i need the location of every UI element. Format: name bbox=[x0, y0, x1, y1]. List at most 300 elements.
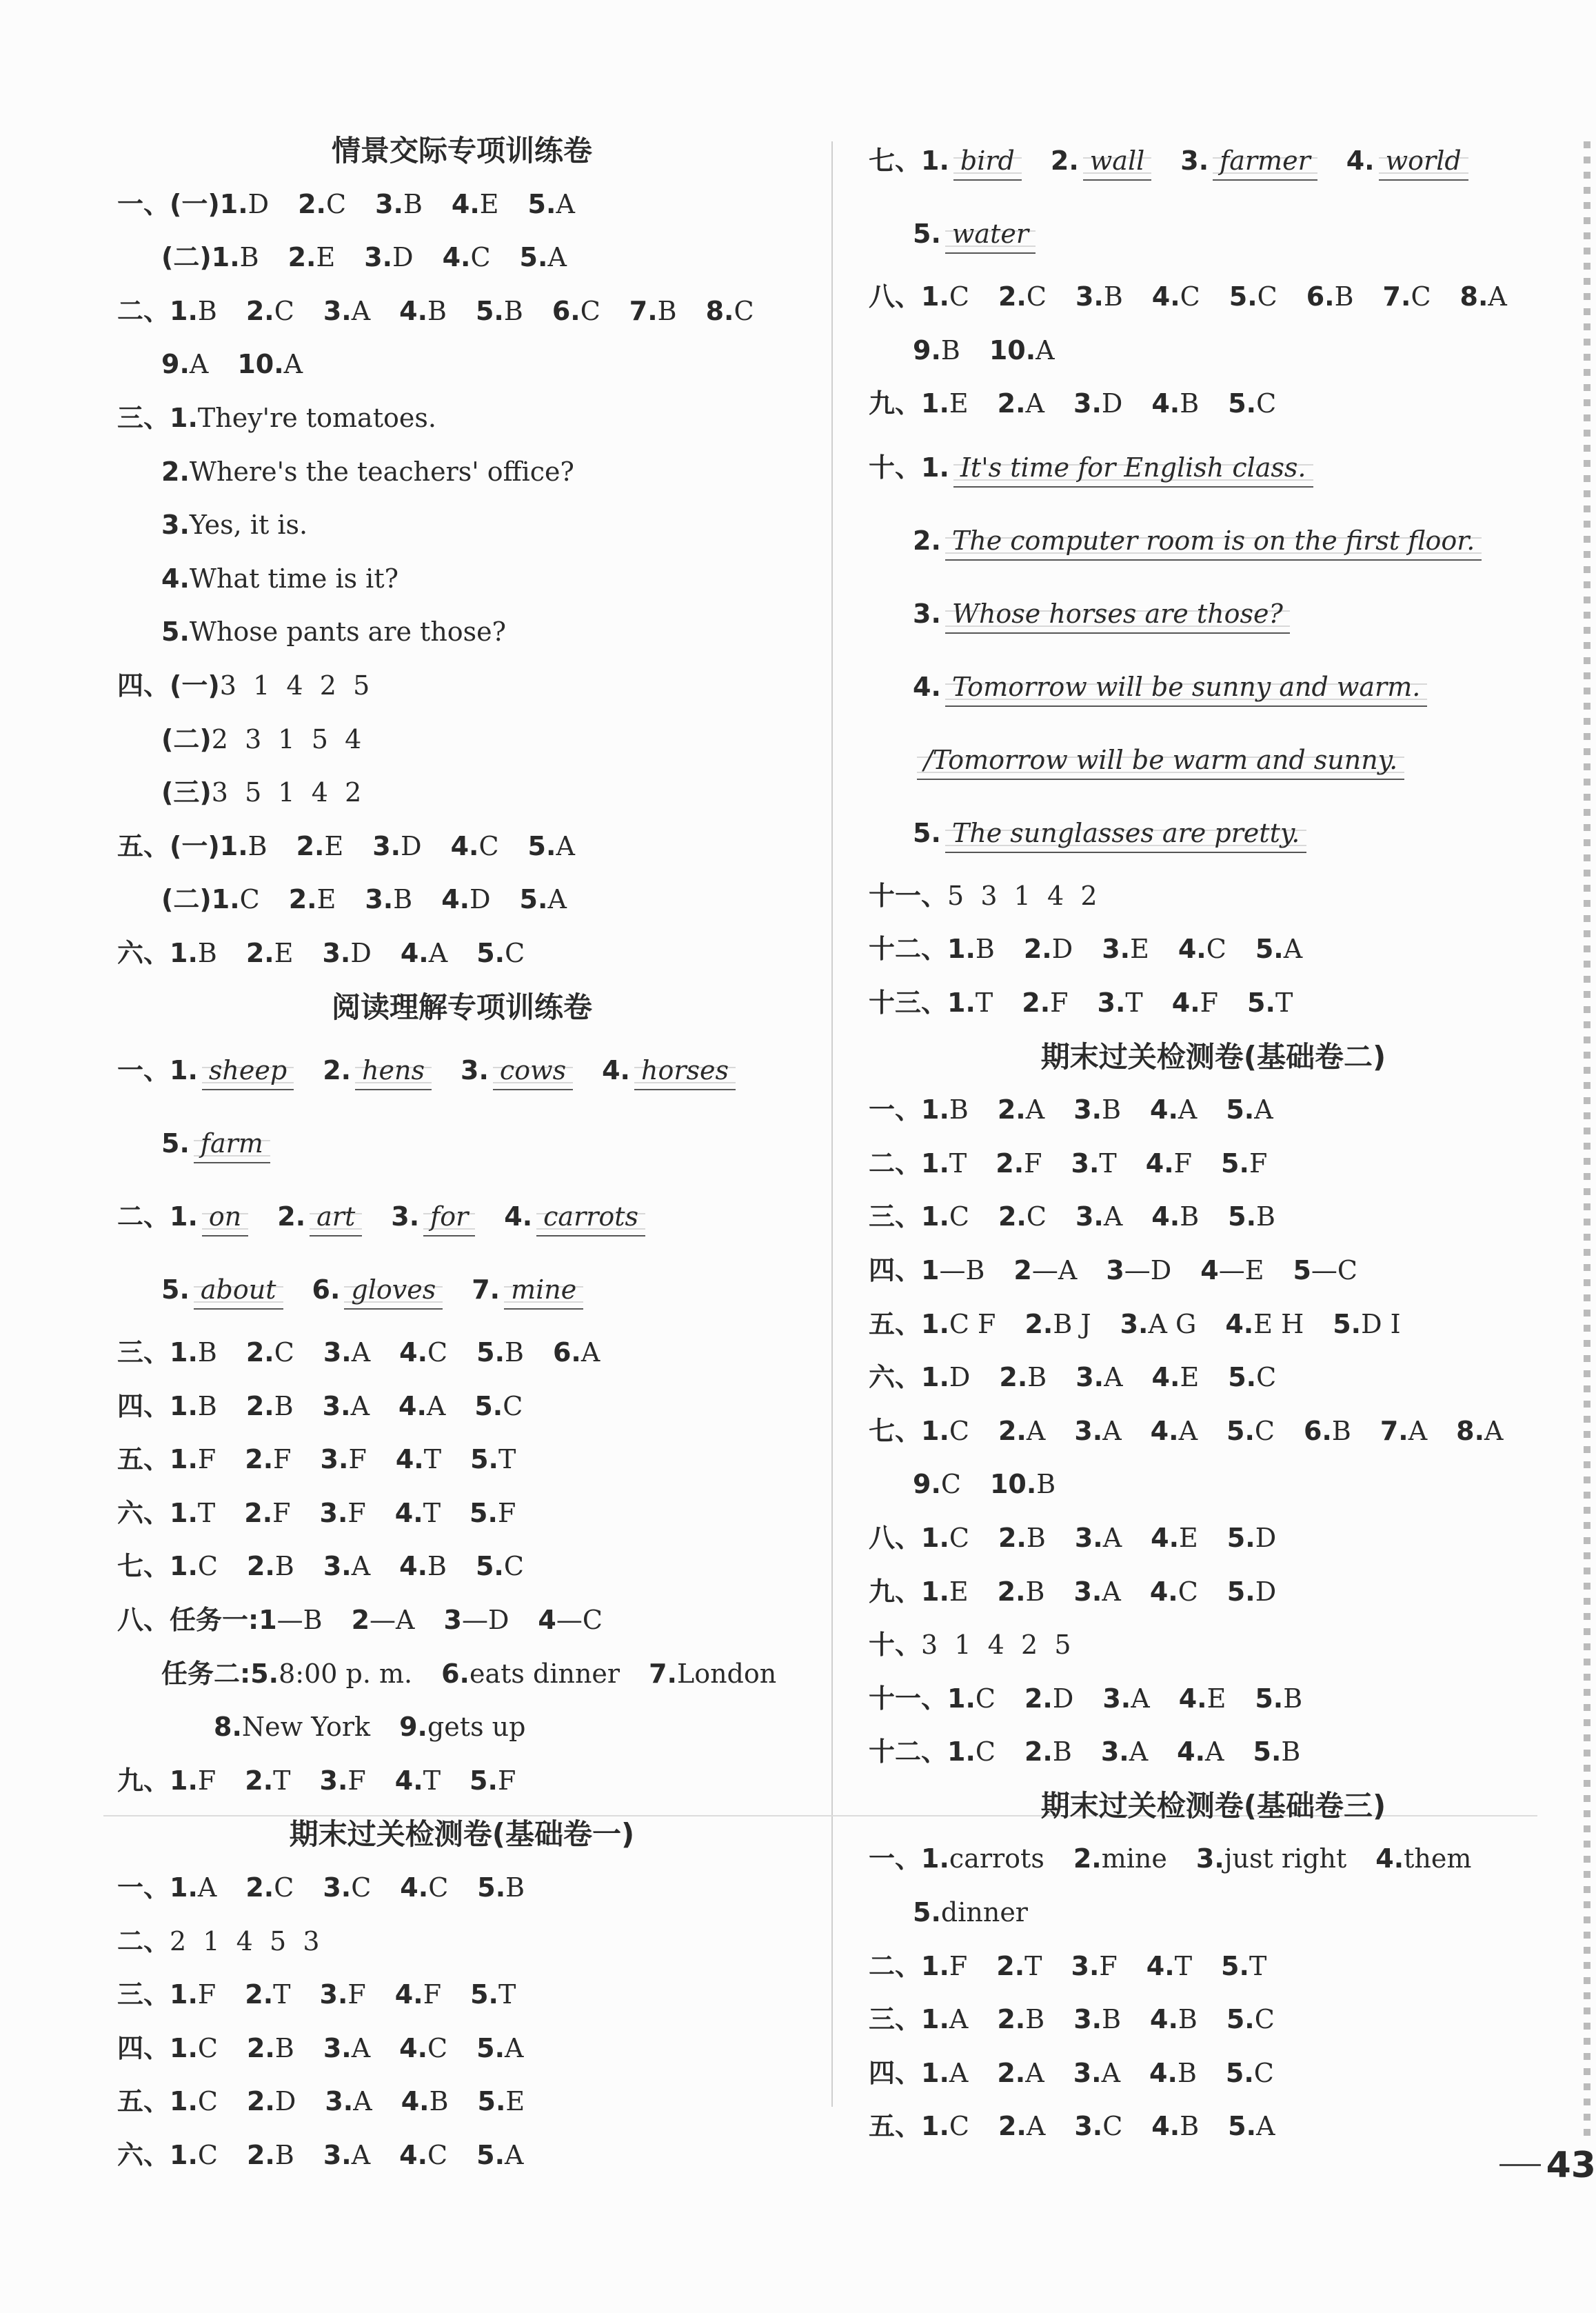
item-number: 5. bbox=[477, 1872, 506, 1903]
answer-value: —C bbox=[1311, 1254, 1357, 1285]
answer-row bbox=[869, 1993, 1558, 2047]
handwritten-answer: mine bbox=[504, 1272, 583, 1310]
question-label: 八、 bbox=[869, 281, 922, 312]
answer-row bbox=[117, 1861, 807, 1915]
item-number: 3. bbox=[913, 598, 941, 629]
answer-item bbox=[161, 499, 307, 552]
handwritten-answer: water bbox=[945, 217, 1036, 254]
handwritten-answer: for bbox=[423, 1199, 475, 1236]
answer-item bbox=[170, 1380, 217, 1434]
answer-value: B bbox=[1027, 1362, 1047, 1393]
handwritten-answer: It's time for English class. bbox=[953, 450, 1313, 488]
question-label: 一、 bbox=[869, 1843, 922, 1874]
question-label: 八、 bbox=[869, 1522, 922, 1553]
item-number: 2. bbox=[277, 1201, 306, 1232]
answer-row bbox=[117, 1968, 807, 2022]
item-number: 5. bbox=[161, 617, 190, 648]
answer-item bbox=[161, 552, 398, 606]
answer-item bbox=[401, 2075, 449, 2129]
item-number: 1. bbox=[170, 1337, 198, 1368]
answer-row bbox=[869, 723, 1558, 797]
question-label: 九、 bbox=[869, 1576, 922, 1607]
answer-value: just right bbox=[1224, 1843, 1347, 1874]
answer-item bbox=[399, 1326, 447, 1380]
answer-item bbox=[1073, 1993, 1121, 2047]
answer-item bbox=[1200, 1244, 1264, 1298]
answer-value: B bbox=[403, 188, 423, 219]
item-number: 5. bbox=[161, 1274, 190, 1305]
answer-item bbox=[1150, 1565, 1198, 1619]
handwritten-answer: gloves bbox=[344, 1272, 443, 1310]
answer-item bbox=[474, 1380, 523, 1434]
answer-value: A bbox=[1103, 1201, 1123, 1232]
answer-item bbox=[947, 1672, 996, 1726]
answer-value: T bbox=[423, 1765, 441, 1796]
answer-item bbox=[364, 231, 413, 285]
answer-value: T bbox=[975, 987, 993, 1018]
answer-value: C bbox=[197, 2086, 218, 2117]
answer-item bbox=[277, 1180, 362, 1253]
answer-item bbox=[1228, 1190, 1275, 1244]
item-number: 2. bbox=[998, 1201, 1027, 1232]
item-number: 2. bbox=[246, 2140, 275, 2170]
answer-value: C bbox=[940, 1469, 961, 1500]
answer-value: B bbox=[1102, 1094, 1122, 1125]
item-number: 9. bbox=[399, 1712, 427, 1743]
question-label: 一、(一) bbox=[117, 188, 220, 219]
answer-value: T bbox=[1125, 987, 1143, 1018]
item-number: 9. bbox=[161, 349, 190, 380]
answer-item bbox=[1024, 1672, 1073, 1726]
handwritten-answer: The computer room is on the first floor. bbox=[945, 523, 1482, 561]
item-number: 1. bbox=[170, 2140, 198, 2170]
answer-value: C bbox=[505, 937, 525, 968]
answer-row bbox=[869, 2100, 1558, 2154]
answer-value: F bbox=[347, 1979, 366, 2010]
answer-row bbox=[869, 1565, 1558, 1619]
item-number: 9. bbox=[913, 1469, 941, 1500]
question-label: 六、 bbox=[117, 937, 170, 968]
item-number: 1. bbox=[170, 1390, 198, 1421]
item-number: 4. bbox=[394, 1497, 423, 1528]
item-number: 2. bbox=[997, 388, 1026, 419]
item-number: 4. bbox=[399, 2032, 428, 2063]
answer-value: C bbox=[427, 2032, 448, 2063]
answer-item bbox=[476, 1326, 524, 1380]
item-number: 2. bbox=[246, 2086, 275, 2117]
answer-item bbox=[170, 1915, 320, 1969]
answer-value: F bbox=[1200, 987, 1219, 1018]
answer-value: F bbox=[497, 1497, 516, 1528]
answer-item bbox=[706, 285, 754, 339]
item-number: 8. bbox=[1459, 281, 1488, 312]
answer-value: D bbox=[949, 1362, 971, 1393]
answer-item bbox=[247, 2022, 294, 2076]
item-number: 1. bbox=[170, 1055, 198, 1086]
answer-value: B bbox=[197, 295, 217, 326]
item-number: 3. bbox=[1120, 1308, 1149, 1339]
answer-value: A bbox=[556, 830, 575, 861]
answer-item bbox=[441, 1648, 620, 1701]
answer-value: E bbox=[1180, 1362, 1200, 1393]
item-number: 2. bbox=[246, 1551, 275, 1582]
item-number: 3. bbox=[1180, 146, 1209, 176]
item-number: 2. bbox=[245, 937, 274, 968]
answer-row bbox=[117, 927, 807, 981]
answer-item bbox=[245, 1754, 290, 1808]
answer-value: —C bbox=[556, 1605, 603, 1636]
item-number: 1. bbox=[947, 1736, 976, 1768]
answer-row bbox=[869, 324, 1558, 378]
answer-value: A bbox=[353, 2086, 372, 2117]
item-number: 4. bbox=[1151, 1362, 1180, 1393]
answer-row bbox=[117, 499, 807, 552]
item-number: 5. bbox=[469, 1765, 498, 1796]
answer-item bbox=[476, 1540, 524, 1594]
answer-value: C F bbox=[949, 1308, 996, 1339]
handwritten-answer: cows bbox=[493, 1053, 573, 1090]
answer-item bbox=[1227, 1565, 1276, 1619]
question-label: (二) bbox=[161, 723, 212, 754]
answer-value: E bbox=[1179, 1522, 1198, 1553]
answer-row bbox=[117, 1107, 807, 1180]
answer-value: C bbox=[1102, 2111, 1123, 2142]
item-number: 2. bbox=[1073, 1843, 1102, 1874]
answer-row bbox=[117, 1540, 807, 1594]
item-number: 1. bbox=[170, 2086, 198, 2117]
answer-item bbox=[401, 927, 447, 981]
answer-value: T bbox=[949, 1148, 967, 1179]
item-number: 5. bbox=[519, 884, 548, 915]
answer-item bbox=[1150, 1083, 1197, 1137]
answer-item bbox=[1150, 1993, 1198, 2047]
item-number: 1. bbox=[921, 1576, 949, 1607]
answer-item bbox=[913, 577, 1290, 650]
answer-row bbox=[117, 1754, 807, 1808]
answer-value: E bbox=[274, 937, 294, 968]
question-label: 二、 bbox=[869, 1148, 922, 1179]
answer-item bbox=[528, 820, 575, 874]
answer-item bbox=[391, 1180, 475, 1253]
item-number: 1. bbox=[947, 1683, 976, 1714]
answer-value: B J bbox=[1053, 1308, 1091, 1339]
item-number: 2. bbox=[1024, 1736, 1053, 1768]
answer-value: C bbox=[949, 1522, 969, 1553]
answer-value: 8:00 p. m. bbox=[279, 1658, 413, 1689]
answer-value: —E bbox=[1218, 1254, 1264, 1285]
answer-item bbox=[913, 504, 1482, 577]
section-title: 期末过关检测卷(基础卷一) bbox=[289, 1817, 635, 1852]
answer-item bbox=[520, 873, 567, 927]
answer-value: A bbox=[949, 2004, 969, 2035]
item-number: 3. bbox=[1071, 1950, 1100, 1981]
answer-row bbox=[869, 1940, 1558, 1994]
answer-value: B bbox=[1026, 1522, 1046, 1553]
item-number: 4. bbox=[399, 295, 428, 326]
answer-item bbox=[170, 2129, 218, 2183]
question-label: 一、 bbox=[869, 1094, 922, 1125]
answer-item bbox=[237, 338, 303, 392]
question-label: (三) bbox=[161, 777, 212, 808]
answer-value: B bbox=[1180, 2111, 1200, 2142]
page-edge-perforation bbox=[1584, 141, 1590, 2141]
handwritten-answer: Tomorrow will be sunny and warm. bbox=[945, 670, 1427, 707]
question-label: 二、 bbox=[869, 1950, 922, 1981]
item-number: 3. bbox=[1074, 1415, 1103, 1446]
answer-item bbox=[1075, 1190, 1122, 1244]
item-number: 2. bbox=[1023, 934, 1052, 965]
answer-row bbox=[117, 1433, 807, 1487]
answer-item bbox=[321, 1433, 367, 1487]
answer-value: A bbox=[1254, 1094, 1273, 1125]
answer-value: C bbox=[197, 2032, 218, 2063]
item-number: 6. bbox=[1306, 281, 1335, 312]
answer-item bbox=[170, 1487, 215, 1541]
answer-item bbox=[998, 1405, 1045, 1459]
answer-item bbox=[998, 2100, 1045, 2154]
item-number: 2. bbox=[999, 1362, 1028, 1393]
answer-value: B bbox=[248, 830, 267, 861]
answer-row bbox=[869, 1619, 1558, 1672]
answer-value: C bbox=[470, 242, 491, 273]
answer-item bbox=[921, 1993, 968, 2047]
item-number: 3. bbox=[1073, 388, 1102, 419]
answer-item bbox=[170, 1180, 248, 1253]
answer-value: T bbox=[1099, 1148, 1117, 1179]
answer-item bbox=[399, 2129, 447, 2183]
answer-value: F bbox=[1173, 1148, 1193, 1179]
answer-value: C bbox=[1026, 1201, 1047, 1232]
item-number: 5. bbox=[913, 817, 941, 848]
handwritten-answer: wall bbox=[1083, 143, 1152, 181]
answer-value: B bbox=[505, 1872, 525, 1903]
question-label: 四、 bbox=[869, 2057, 922, 2088]
answer-item bbox=[1333, 1298, 1400, 1352]
answer-value: C bbox=[949, 281, 969, 312]
item-number: 5. bbox=[1247, 987, 1275, 1018]
item-number: 2 bbox=[351, 1605, 370, 1636]
answer-item bbox=[921, 1351, 970, 1405]
item-number: 4. bbox=[1146, 1950, 1175, 1981]
answer-value: A G bbox=[1148, 1308, 1197, 1339]
answer-row bbox=[869, 1351, 1558, 1405]
item-number: 1. bbox=[947, 934, 976, 965]
item-number: 2. bbox=[296, 830, 325, 861]
item-number: 7. bbox=[629, 295, 658, 326]
answer-value: A bbox=[351, 1551, 371, 1582]
item-number: 1. bbox=[211, 884, 240, 915]
answer-item bbox=[1013, 1244, 1077, 1298]
item-number: 3. bbox=[320, 1444, 349, 1475]
answer-item bbox=[1172, 977, 1218, 1030]
answer-item bbox=[259, 1594, 322, 1648]
answer-item bbox=[214, 1701, 370, 1754]
answer-value: C bbox=[351, 1872, 372, 1903]
answer-value: F bbox=[197, 1765, 216, 1796]
answer-value: E bbox=[1206, 1683, 1226, 1714]
answer-row bbox=[117, 392, 807, 445]
answer-value: C bbox=[949, 2111, 969, 2142]
item-number: 5. bbox=[475, 1551, 504, 1582]
answer-item bbox=[1228, 2100, 1275, 2154]
left-column bbox=[117, 124, 807, 2183]
answer-item bbox=[1152, 270, 1200, 324]
answer-value: —B bbox=[276, 1605, 323, 1636]
answer-value: C bbox=[1254, 2004, 1275, 2035]
answer-value: B bbox=[1103, 281, 1123, 312]
item-number: 2. bbox=[996, 1950, 1025, 1981]
answer-item bbox=[298, 178, 346, 232]
answer-value: C bbox=[197, 1551, 218, 1582]
answer-item bbox=[921, 1190, 969, 1244]
answer-item bbox=[921, 1619, 1071, 1672]
answer-row bbox=[117, 285, 807, 339]
answer-value: A bbox=[426, 1390, 446, 1421]
answer-value: What time is it? bbox=[189, 563, 398, 594]
question-label: 五、(一) bbox=[117, 830, 220, 861]
answer-item bbox=[322, 927, 371, 981]
answer-item bbox=[1179, 1672, 1226, 1726]
question-label: 十二、 bbox=[869, 1736, 948, 1768]
answer-item bbox=[1151, 2100, 1199, 2154]
answer-item bbox=[1051, 124, 1151, 197]
item-number: 1. bbox=[921, 1950, 949, 1981]
item-number: 7. bbox=[1382, 281, 1411, 312]
item-number: 1. bbox=[921, 1308, 949, 1339]
answer-item bbox=[323, 1380, 370, 1434]
answer-value: C bbox=[1178, 1576, 1198, 1607]
question-label: 二、 bbox=[117, 1201, 170, 1232]
answer-item bbox=[1177, 1725, 1224, 1779]
item-number: 2 bbox=[1013, 1254, 1032, 1285]
answer-item bbox=[1073, 1083, 1121, 1137]
answer-item bbox=[399, 1540, 447, 1594]
question-label: 七、 bbox=[869, 146, 922, 176]
answer-item bbox=[451, 820, 499, 874]
answer-item bbox=[1075, 270, 1123, 324]
answer-value: A bbox=[1102, 1522, 1122, 1553]
answer-item bbox=[921, 1512, 969, 1565]
item-number: 4. bbox=[1151, 1201, 1180, 1232]
item-number: 1. bbox=[170, 2032, 198, 2063]
item-number: 1. bbox=[921, 1148, 949, 1179]
answer-item bbox=[1227, 1512, 1276, 1565]
answer-row bbox=[869, 1672, 1558, 1726]
answer-item bbox=[220, 178, 269, 232]
answer-value: C bbox=[1254, 1415, 1275, 1446]
answer-item bbox=[170, 927, 217, 981]
answer-item bbox=[246, 285, 294, 339]
item-number: 1. bbox=[921, 2111, 949, 2142]
item-number: 4. bbox=[161, 563, 190, 594]
answer-value: A bbox=[283, 349, 303, 380]
item-number: 4. bbox=[1150, 1094, 1178, 1125]
answer-item bbox=[296, 820, 344, 874]
answer-item bbox=[396, 1433, 441, 1487]
answer-item bbox=[395, 1754, 441, 1808]
item-number: 10. bbox=[989, 1469, 1037, 1500]
item-number: 2. bbox=[287, 242, 316, 273]
answer-item bbox=[170, 2075, 218, 2129]
answer-value: C bbox=[326, 188, 347, 219]
answer-item bbox=[1074, 2100, 1122, 2154]
answer-value: B bbox=[197, 1390, 217, 1421]
item-number: 5. bbox=[1228, 2111, 1257, 2142]
answer-item bbox=[246, 1380, 294, 1434]
answer-item bbox=[1146, 1137, 1192, 1191]
item-number: 2. bbox=[245, 1872, 274, 1903]
answer-item bbox=[212, 873, 260, 927]
answer-item bbox=[921, 1137, 967, 1191]
column-divider bbox=[831, 141, 833, 2107]
answer-item bbox=[1226, 1083, 1273, 1137]
answer-value: C bbox=[274, 1337, 294, 1368]
answer-item bbox=[461, 1034, 573, 1107]
answer-item bbox=[323, 1034, 432, 1107]
answer-row bbox=[869, 1725, 1558, 1779]
answer-item bbox=[312, 1253, 443, 1326]
answer-row bbox=[117, 231, 807, 285]
item-number: 5 bbox=[1293, 1254, 1311, 1285]
answer-value: A bbox=[1104, 1362, 1123, 1393]
answer-value: C bbox=[427, 2140, 448, 2170]
item-number: 5. bbox=[1333, 1308, 1362, 1339]
answer-value: A bbox=[1129, 1736, 1149, 1768]
answer-row bbox=[869, 797, 1558, 870]
answer-value: B bbox=[1102, 2004, 1122, 2035]
answer-item bbox=[1196, 1832, 1346, 1886]
item-number: 4. bbox=[1178, 934, 1206, 965]
section-title: 期末过关检测卷(基础卷二) bbox=[1040, 1039, 1386, 1074]
answer-item bbox=[476, 2022, 523, 2076]
answer-value: B bbox=[975, 934, 995, 965]
answer-row bbox=[869, 1083, 1558, 1137]
question-label: 五、 bbox=[869, 2111, 922, 2142]
item-number: 4. bbox=[1151, 1522, 1180, 1553]
answer-value: carrots bbox=[949, 1843, 1044, 1874]
answer-item bbox=[212, 766, 362, 820]
answer-value: A bbox=[351, 295, 371, 326]
answer-value: B bbox=[1180, 388, 1200, 419]
answer-value: D bbox=[248, 188, 270, 219]
answer-item bbox=[1253, 1725, 1301, 1779]
item-number: 4. bbox=[451, 188, 480, 219]
answer-value: D bbox=[392, 242, 414, 273]
answer-value: dinner bbox=[940, 1897, 1028, 1928]
item-number: 3. bbox=[364, 242, 393, 273]
answer-value: C bbox=[975, 1736, 996, 1768]
answer-item bbox=[1226, 1405, 1275, 1459]
right-column bbox=[869, 124, 1558, 2154]
item-number: 2. bbox=[245, 1979, 274, 2010]
item-number: 5. bbox=[1228, 1201, 1257, 1232]
answer-row bbox=[117, 820, 807, 874]
answer-item bbox=[629, 285, 677, 339]
answer-value: B bbox=[940, 334, 960, 366]
item-number: 4. bbox=[441, 884, 470, 915]
item-number: 3. bbox=[323, 1872, 352, 1903]
item-number: 8. bbox=[705, 295, 734, 326]
answer-item bbox=[553, 1326, 600, 1380]
answer-value: 3 1 4 2 5 bbox=[219, 670, 370, 701]
answer-value: F bbox=[273, 1444, 292, 1475]
item-number: 8. bbox=[1456, 1415, 1485, 1446]
answer-value: A bbox=[1026, 1415, 1046, 1446]
answer-row bbox=[869, 650, 1558, 723]
answer-row bbox=[117, 766, 807, 820]
item-number: 2. bbox=[245, 1444, 274, 1475]
answer-value: Yes, it is. bbox=[189, 510, 308, 541]
